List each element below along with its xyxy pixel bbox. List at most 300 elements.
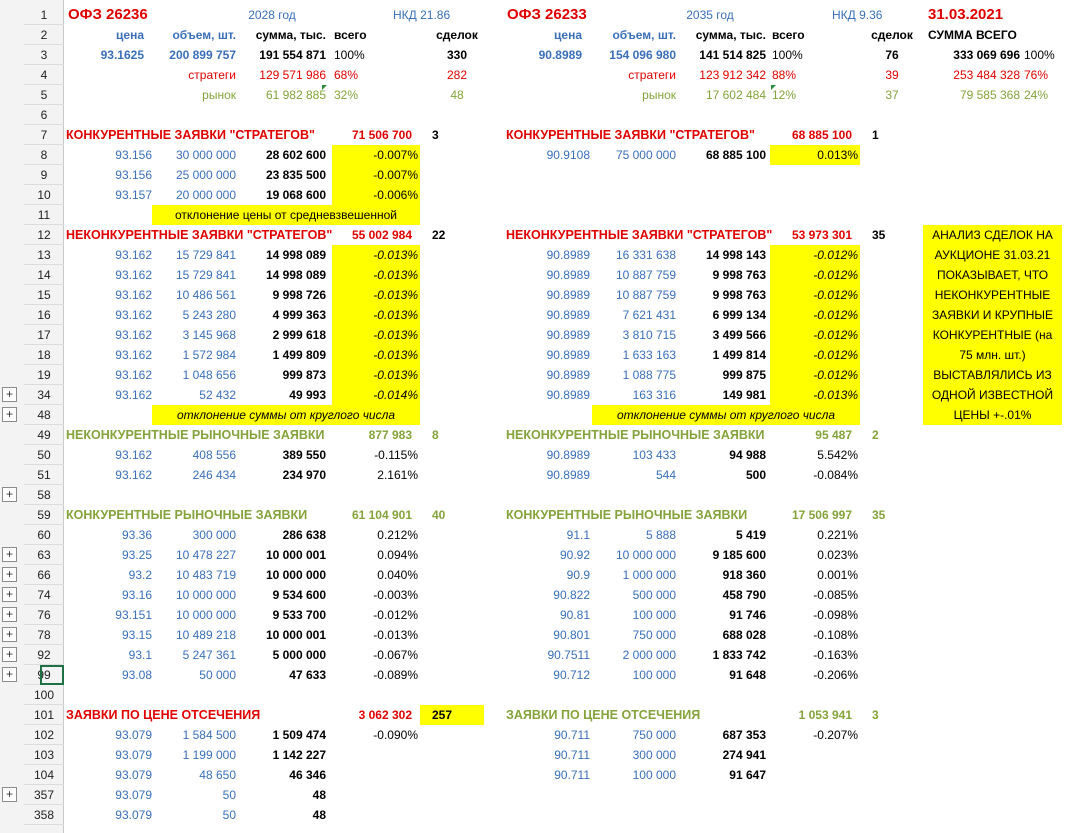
price-cell: 93.162	[115, 368, 152, 382]
header-price: цена	[554, 28, 582, 42]
volume-cell: 10 000 000	[175, 608, 236, 622]
price-cell: 90.9108	[546, 148, 590, 162]
summary-strat-pct: 76%	[1024, 68, 1049, 82]
sum-cell: 19 068 600	[265, 188, 326, 202]
section-count: 1	[872, 128, 879, 142]
strategists-label: стратеги	[188, 68, 236, 82]
volume-cell: 52 432	[199, 388, 236, 402]
volume-cell: 5 247 361	[182, 648, 236, 662]
price-cell: 93.08	[121, 668, 152, 682]
row-header[interactable]: 63	[24, 545, 64, 565]
deviation-cell: 0.013%	[817, 148, 858, 162]
analysis-note-line: ПОКАЗЫВАЕТ, ЧТО	[936, 268, 1049, 282]
sum-cell: 688 028	[722, 628, 766, 642]
comment-indicator	[322, 85, 327, 90]
section-sum: 53 973 301	[791, 228, 852, 242]
deviation-cell: -0.012%	[813, 248, 858, 262]
volume-cell: 2 000 000	[622, 648, 676, 662]
volume-cell: 7 621 431	[622, 308, 676, 322]
header-volume: объем, шт.	[612, 28, 676, 42]
price-cell: 90.801	[553, 628, 590, 642]
price-cell: 90.8989	[546, 368, 590, 382]
row-header[interactable]: 1	[24, 5, 64, 25]
price-cell: 93.2	[128, 568, 152, 582]
price-cell: 93.079	[115, 768, 152, 782]
sum-cell: 5 419	[735, 528, 766, 542]
expand-group-button[interactable]: +	[2, 547, 17, 562]
sum-cell: 68 885 100	[705, 148, 766, 162]
analysis-note-line: НЕКОНКУРЕНТНЫЕ	[934, 288, 1051, 302]
auction-date: 31.03.2021	[928, 6, 1004, 23]
deviation-cell: -0.090%	[373, 728, 418, 742]
analysis-note-line: ВЫСТАВЛЯЛИСЬ ИЗ	[933, 368, 1052, 382]
bond-title: ОФЗ 26236	[68, 6, 148, 23]
sum-cell: 10 000 001	[265, 548, 326, 562]
header-sum: сумма, тыс.	[695, 28, 766, 42]
price-cell: 93.162	[115, 288, 152, 302]
price-cell: 93.156	[115, 168, 152, 182]
volume-cell: 163 316	[632, 388, 676, 402]
volume-cell: 1 584 500	[182, 728, 236, 742]
section-note: отклонение суммы от круглого числа	[616, 408, 836, 422]
volume-cell: 750 000	[632, 628, 676, 642]
row-header[interactable]: 78	[24, 625, 64, 645]
total-sum: 141 514 825	[699, 48, 766, 62]
section-count: 22	[432, 228, 446, 242]
bond-title: ОФЗ 26233	[507, 6, 587, 23]
price-cell: 93.162	[115, 268, 152, 282]
sum-cell: 9 998 763	[712, 288, 766, 302]
volume-cell: 15 729 841	[175, 248, 236, 262]
volume-cell: 5 243 280	[182, 308, 236, 322]
strategists-pct: 88%	[772, 68, 797, 82]
volume-cell: 75 000 000	[615, 148, 676, 162]
strategists-pct: 68%	[334, 68, 359, 82]
price-cell: 91.1	[566, 528, 590, 542]
sum-cell: 23 835 500	[265, 168, 326, 182]
price-cell: 90.8989	[546, 268, 590, 282]
selected-row-header	[40, 665, 64, 685]
expand-group-button[interactable]: +	[2, 787, 17, 802]
section-title: НЕКОНКУРЕНТНЫЕ РЫНОЧНЫЕ ЗАЯВКИ	[66, 428, 325, 442]
summary-header: СУММА ВСЕГО	[928, 28, 1017, 42]
row-header[interactable]: 18	[24, 345, 64, 365]
price-cell: 90.711	[554, 728, 590, 742]
sum-cell: 9 534 600	[272, 588, 326, 602]
row-header[interactable]: 19	[24, 365, 64, 385]
row-header[interactable]: 5	[24, 85, 64, 105]
deviation-cell: 2.161%	[377, 468, 418, 482]
section-sum: 71 506 700	[351, 128, 412, 142]
sum-cell: 3 499 566	[712, 328, 766, 342]
volume-cell: 246 434	[192, 468, 236, 482]
expand-group-button[interactable]: +	[2, 627, 17, 642]
deviation-cell: -0.207%	[813, 728, 858, 742]
row-header[interactable]: 15	[24, 285, 64, 305]
analysis-note-line: АНАЛИЗ СДЕЛОК НА	[932, 228, 1053, 242]
analysis-note-line: ЗАЯВКИ И КРУПНЫЕ	[931, 308, 1054, 322]
volume-cell: 1 048 656	[182, 368, 236, 382]
summary-strat: 253 484 328	[953, 68, 1020, 82]
price-cell: 93.162	[115, 448, 152, 462]
price-cell: 90.8989	[546, 328, 590, 342]
section-title: ЗАЯВКИ ПО ЦЕНЕ ОТСЕЧЕНИЯ	[66, 708, 261, 722]
deviation-cell: -0.012%	[813, 328, 858, 342]
price-cell: 90.712	[553, 668, 590, 682]
summary-total-pct: 100%	[1024, 48, 1055, 62]
sum-cell: 48	[312, 788, 326, 802]
volume-cell: 10 000 000	[175, 588, 236, 602]
volume-cell: 10 483 719	[175, 568, 236, 582]
row-header[interactable]: 48	[24, 405, 64, 425]
row-header[interactable]: 357	[24, 785, 64, 805]
volume-cell: 408 556	[192, 448, 236, 462]
row-header[interactable]: 60	[24, 525, 64, 545]
row-header[interactable]: 100	[24, 685, 64, 705]
section-count: 8	[432, 428, 439, 442]
price-cell: 93.16	[121, 588, 152, 602]
volume-cell: 1 088 775	[622, 368, 676, 382]
sum-cell: 274 941	[722, 748, 766, 762]
expand-group-button[interactable]: +	[2, 387, 17, 402]
deviation-cell	[332, 745, 418, 765]
row-header[interactable]: 9	[24, 165, 64, 185]
row-header[interactable]: 58	[24, 485, 64, 505]
volume-cell: 50	[222, 808, 236, 822]
deviation-cell	[770, 765, 858, 785]
deviation-cell: -0.089%	[373, 668, 418, 682]
deviation-cell: 0.221%	[817, 528, 858, 542]
market-label: рынок	[202, 88, 236, 102]
sum-cell: 458 790	[722, 588, 766, 602]
expand-group-button[interactable]: +	[2, 587, 17, 602]
sum-cell: 500	[745, 468, 766, 482]
analysis-note-line: 75 млн. шт.)	[959, 348, 1026, 362]
header-total: всего	[334, 28, 367, 42]
section-title: КОНКУРЕНТНЫЕ ЗАЯВКИ "СТРАТЕГОВ"	[66, 128, 315, 142]
sum-cell: 91 647	[729, 768, 766, 782]
row-header[interactable]: 59	[24, 505, 64, 525]
sum-cell: 999 873	[282, 368, 326, 382]
price-cell: 93.162	[115, 348, 152, 362]
expand-group-button[interactable]: +	[2, 407, 17, 422]
sum-cell: 286 638	[282, 528, 326, 542]
price-cell: 93.36	[121, 528, 152, 542]
sum-cell: 6 999 134	[712, 308, 766, 322]
price-cell: 90.822	[553, 588, 590, 602]
sum-cell: 48	[312, 808, 326, 822]
deviation-cell: -0.085%	[813, 588, 858, 602]
section-sum: 61 104 901	[351, 508, 412, 522]
price-cell: 93.079	[115, 808, 152, 822]
volume-cell: 15 729 841	[175, 268, 236, 282]
deviation-cell: -0.013%	[373, 348, 418, 362]
row-header[interactable]: 50	[24, 445, 64, 465]
analysis-note-line: КОНКУРЕНТНЫЕ (на	[932, 328, 1053, 342]
deviation-cell: 0.094%	[377, 548, 418, 562]
price-cell: 90.9	[566, 568, 590, 582]
deviation-cell	[332, 805, 418, 825]
total-deals: 330	[446, 48, 468, 62]
total-volume: 200 899 757	[169, 48, 236, 62]
market-deals: 48	[450, 88, 464, 102]
row-header[interactable]: 104	[24, 765, 64, 785]
sum-cell: 1 142 227	[272, 748, 326, 762]
section-sum: 68 885 100	[791, 128, 852, 142]
section-count: 3	[432, 128, 439, 142]
deviation-cell: -0.067%	[373, 648, 418, 662]
header-total: всего	[772, 28, 805, 42]
volume-cell: 1 572 984	[182, 348, 236, 362]
row-header[interactable]: 4	[24, 65, 64, 85]
section-count: 35	[872, 508, 886, 522]
expand-group-button[interactable]: +	[2, 567, 17, 582]
sum-cell: 687 353	[722, 728, 766, 742]
section-title: ЗАЯВКИ ПО ЦЕНЕ ОТСЕЧЕНИЯ	[506, 708, 701, 722]
price-cell: 93.079	[115, 728, 152, 742]
analysis-note-line: ОДНОЙ ИЗВЕСТНОЙ	[931, 388, 1054, 402]
deviation-cell: -0.013%	[373, 368, 418, 382]
volume-cell: 300 000	[632, 748, 676, 762]
deviation-cell: -0.108%	[813, 628, 858, 642]
deviation-cell: -0.012%	[813, 288, 858, 302]
sum-cell: 14 998 089	[265, 248, 326, 262]
section-count: 257	[432, 708, 453, 722]
volume-cell: 16 331 638	[615, 248, 676, 262]
price-cell: 90.8989	[546, 248, 590, 262]
row-header[interactable]: 7	[24, 125, 64, 145]
deviation-cell: 0.023%	[817, 548, 858, 562]
section-title: КОНКУРЕНТНЫЕ РЫНОЧНЫЕ ЗАЯВКИ	[66, 508, 308, 522]
deviation-cell: -0.007%	[373, 168, 418, 182]
volume-cell: 544	[655, 468, 676, 482]
section-count: 3	[872, 708, 879, 722]
strategists-deals: 39	[885, 68, 899, 82]
sum-cell: 49 993	[289, 388, 326, 402]
sum-cell: 149 981	[722, 388, 766, 402]
sum-cell: 2 999 618	[272, 328, 326, 342]
row-header[interactable]: 358	[24, 805, 64, 825]
price-cell: 93.25	[121, 548, 152, 562]
row-header[interactable]: 8	[24, 145, 64, 165]
deviation-cell: -0.012%	[813, 308, 858, 322]
deviation-cell: -0.163%	[813, 648, 858, 662]
volume-cell: 10 000 000	[615, 548, 676, 562]
row-header[interactable]: 101	[24, 705, 64, 725]
section-sum: 95 487	[815, 428, 852, 442]
volume-cell: 500 000	[632, 588, 676, 602]
deviation-cell: -0.007%	[373, 148, 418, 162]
sum-cell: 10 000 001	[265, 628, 326, 642]
total-pct: 100%	[772, 48, 803, 62]
section-note: отклонение суммы от круглого числа	[176, 408, 396, 422]
price-cell: 90.92	[559, 548, 590, 562]
row-header[interactable]: 13	[24, 245, 64, 265]
volume-cell: 103 433	[632, 448, 676, 462]
summary-market-pct: 24%	[1024, 88, 1049, 102]
market-deals: 37	[885, 88, 899, 102]
sum-cell: 14 998 089	[265, 268, 326, 282]
section-title: КОНКУРЕНТНЫЕ ЗАЯВКИ "СТРАТЕГОВ"	[506, 128, 755, 142]
market-sum: 17 602 484	[705, 88, 766, 102]
sum-cell: 46 346	[289, 768, 326, 782]
analysis-note-line: АУКЦИОНЕ 31.03.21	[934, 248, 1051, 262]
deviation-cell: -0.013%	[373, 288, 418, 302]
deviation-cell: -0.084%	[813, 468, 858, 482]
row-header[interactable]: 11	[24, 205, 64, 225]
deviation-cell: 0.001%	[817, 568, 858, 582]
deviation-cell: 0.212%	[377, 528, 418, 542]
row-header[interactable]: 99	[24, 665, 64, 685]
volume-cell: 1 199 000	[182, 748, 236, 762]
expand-group-button[interactable]: +	[2, 607, 17, 622]
avg-price: 90.8989	[538, 48, 582, 62]
deviation-cell: -0.014%	[373, 388, 418, 402]
sum-cell: 918 360	[722, 568, 766, 582]
volume-cell: 48 650	[199, 768, 236, 782]
volume-cell: 300 000	[192, 528, 236, 542]
row-header[interactable]: 3	[24, 45, 64, 65]
row-header[interactable]: 6	[24, 105, 64, 125]
summary-total: 333 069 696	[953, 48, 1020, 62]
volume-cell: 750 000	[632, 728, 676, 742]
volume-cell: 30 000 000	[175, 148, 236, 162]
total-sum: 191 554 871	[259, 48, 326, 62]
price-cell: 90.8989	[546, 468, 590, 482]
volume-cell: 50	[222, 788, 236, 802]
volume-cell: 1 633 163	[622, 348, 676, 362]
price-cell: 90.711	[554, 748, 590, 762]
section-title: НЕКОНКУРЕНТНЫЕ РЫНОЧНЫЕ ЗАЯВКИ	[506, 428, 765, 442]
market-sum: 61 982 885	[265, 88, 326, 102]
deviation-cell	[332, 765, 418, 785]
price-cell: 90.7511	[547, 648, 590, 662]
header-deals: сделок	[436, 28, 478, 42]
price-cell: 93.151	[115, 608, 152, 622]
deviation-cell: -0.013%	[373, 628, 418, 642]
strategists-sum: 129 571 986	[259, 68, 326, 82]
price-cell: 93.157	[115, 188, 152, 202]
price-cell: 90.8989	[546, 388, 590, 402]
section-sum: 877 983	[368, 428, 412, 442]
sum-cell: 389 550	[282, 448, 326, 462]
strategists-sum: 123 912 342	[699, 68, 766, 82]
sum-cell: 1 499 814	[712, 348, 766, 362]
row-header[interactable]: 12	[24, 225, 64, 245]
volume-cell: 10 486 561	[175, 288, 236, 302]
section-note: отклонение цены от средневзвешенной	[175, 208, 397, 222]
sum-cell: 234 970	[282, 468, 326, 482]
header-deals: сделок	[871, 28, 913, 42]
bond-year: 2028 год	[248, 8, 296, 22]
volume-cell: 3 810 715	[622, 328, 676, 342]
row-header[interactable]: 2	[24, 25, 64, 45]
section-title: КОНКУРЕНТНЫЕ РЫНОЧНЫЕ ЗАЯВКИ	[506, 508, 748, 522]
price-cell: 93.079	[115, 748, 152, 762]
price-cell: 90.8989	[546, 348, 590, 362]
market-pct: 32%	[334, 88, 359, 102]
strategists-deals: 282	[446, 68, 468, 82]
row-header[interactable]: 92	[24, 645, 64, 665]
price-cell: 90.8989	[546, 308, 590, 322]
sum-cell: 1 499 809	[272, 348, 326, 362]
sum-cell: 14 998 143	[705, 248, 766, 262]
row-header[interactable]: 17	[24, 325, 64, 345]
sum-cell: 91 746	[729, 608, 766, 622]
summary-market: 79 585 368	[959, 88, 1020, 102]
total-deals: 76	[885, 48, 899, 62]
row-header[interactable]: 76	[24, 605, 64, 625]
deviation-cell: -0.012%	[813, 348, 858, 362]
expand-group-button[interactable]: +	[2, 647, 17, 662]
sum-cell: 28 602 600	[265, 148, 326, 162]
row-header[interactable]: 103	[24, 745, 64, 765]
section-count: 40	[432, 508, 446, 522]
expand-group-button[interactable]: +	[2, 487, 17, 502]
row-header[interactable]: 49	[24, 425, 64, 445]
volume-cell: 20 000 000	[175, 188, 236, 202]
price-cell: 90.8989	[546, 288, 590, 302]
market-label: рынок	[642, 88, 676, 102]
deviation-cell: -0.013%	[373, 268, 418, 282]
row-header[interactable]: 102	[24, 725, 64, 745]
row-header[interactable]: 66	[24, 565, 64, 585]
row-header[interactable]: 16	[24, 305, 64, 325]
section-sum: 17 506 997	[791, 508, 852, 522]
deviation-cell: -0.098%	[813, 608, 858, 622]
row-header[interactable]: 14	[24, 265, 64, 285]
volume-cell: 50 000	[199, 668, 236, 682]
row-header[interactable]: 10	[24, 185, 64, 205]
sum-cell: 91 648	[729, 668, 766, 682]
row-header[interactable]: 34	[24, 385, 64, 405]
deviation-cell: 0.040%	[377, 568, 418, 582]
deviation-cell: -0.013%	[373, 328, 418, 342]
sum-cell: 9 185 600	[712, 548, 766, 562]
sum-cell: 1 833 742	[712, 648, 766, 662]
nkd-value: НКД 21.86	[393, 8, 451, 22]
section-title: НЕКОНКУРЕНТНЫЕ ЗАЯВКИ "СТРАТЕГОВ"	[506, 228, 773, 242]
section-count: 2	[872, 428, 879, 442]
deviation-cell: -0.012%	[813, 368, 858, 382]
volume-cell: 10 887 759	[615, 268, 676, 282]
deviation-cell: -0.013%	[373, 248, 418, 262]
deviation-cell: -0.006%	[373, 188, 418, 202]
expand-group-button[interactable]: +	[2, 667, 17, 682]
header-volume: объем, шт.	[172, 28, 236, 42]
price-cell: 93.1	[128, 648, 152, 662]
sum-cell: 1 509 474	[272, 728, 326, 742]
sum-cell: 5 000 000	[272, 648, 326, 662]
avg-price: 93.1625	[100, 48, 144, 62]
price-cell: 93.162	[115, 388, 152, 402]
volume-cell: 1 000 000	[622, 568, 676, 582]
price-cell: 93.162	[115, 308, 152, 322]
price-cell: 93.162	[115, 328, 152, 342]
row-header[interactable]: 74	[24, 585, 64, 605]
price-cell: 90.8989	[546, 448, 590, 462]
strategists-label: стратеги	[628, 68, 676, 82]
volume-cell: 3 145 968	[182, 328, 236, 342]
section-sum: 3 062 302	[358, 708, 412, 722]
volume-cell: 100 000	[632, 608, 676, 622]
volume-cell: 100 000	[632, 668, 676, 682]
price-cell: 93.162	[115, 468, 152, 482]
sum-cell: 10 000 000	[265, 568, 326, 582]
deviation-cell: 5.542%	[817, 448, 858, 462]
volume-cell: 25 000 000	[175, 168, 236, 182]
row-header[interactable]: 51	[24, 465, 64, 485]
